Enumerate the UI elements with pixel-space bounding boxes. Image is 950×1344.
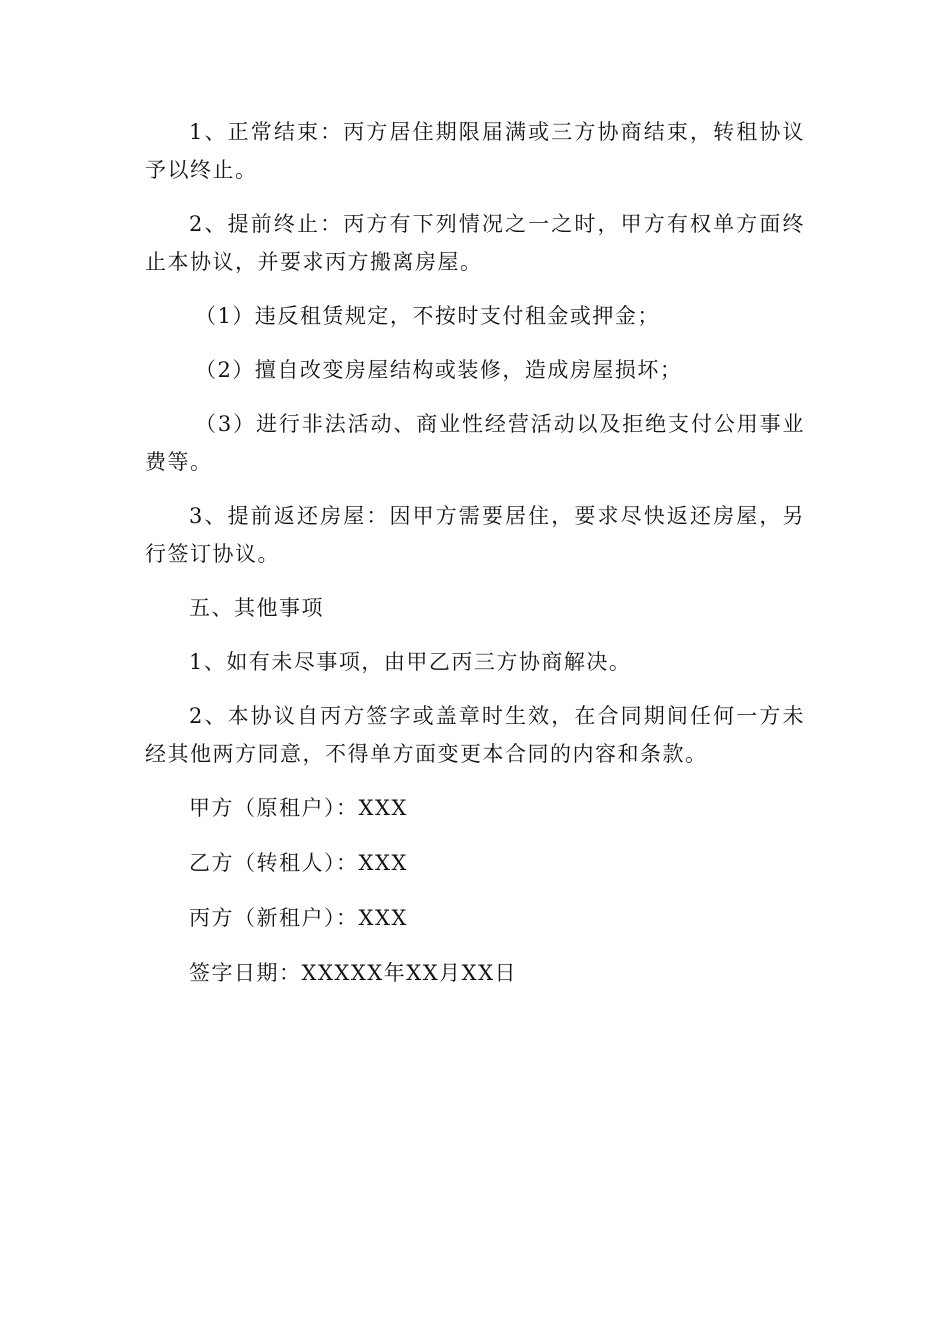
clause-effectiveness: 2、本协议自丙方签字或盖章时生效，在合同期间任何一方未经其他两方同意，不得单方面变更本合同的内容和条款。 [145,704,805,766]
clause-early-termination: 2、提前终止：丙方有下列情况之一之时，甲方有权单方面终止本协议，并要求丙方搬离房屋。 [145,212,805,274]
signature-party-c: 丙方（新租户）：XXX [189,906,408,930]
signature-party-b: 乙方（转租人）：XXX [189,851,408,875]
section-heading-other-matters: 五、其他事项 [189,596,324,620]
signature-party-a: 甲方（原租户）：XXX [189,796,408,820]
clause-early-return: 3、提前返还房屋：因甲方需要居住，要求尽快返还房屋，另行签订协议。 [145,504,805,566]
early-termination-item-3: （3）进行非法活动、商业性经营活动以及拒绝支付公用事业费等。 [145,412,805,474]
document-body [145,113,805,992]
signature-date: 签字日期：XXXXX年XX月XX日 [189,961,518,985]
clause-normal-termination: 1、正常结束：丙方居住期限届满或三方协商结束，转租协议予以终止。 [145,120,805,182]
clause-unresolved-matters: 1、如有未尽事项，由甲乙丙三方协商解决。 [189,650,632,674]
early-termination-item-2: （2）擅自改变房屋结构或装修，造成房屋损坏； [195,358,683,382]
early-termination-item-1: （1）违反租赁规定，不按时支付租金或押金； [195,304,660,328]
